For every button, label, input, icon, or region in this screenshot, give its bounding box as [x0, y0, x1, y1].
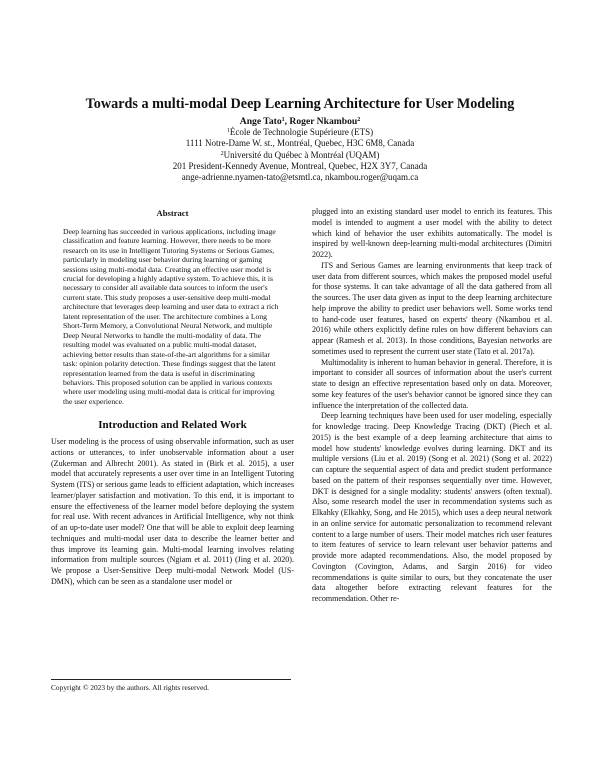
affiliation-2-address: 201 President-Kennedy Avenue, Montreal, Quebec, H2X 3Y7, Canada [172, 160, 428, 171]
abstract-heading: Abstract [156, 208, 189, 218]
affiliation-1-address: 1111 Notre-Dame W. st., Montréal, Quebec, H3C 6M8, Canada [185, 138, 415, 149]
right-paragraph-3: Multimodality is inherent to human behavior in general. Therefore, it is important to consider all sources of information about the user's current state to design an effective representation based only on data. Moreover, some key features of the user's behavior cannot be ignored since they can influence the interpretation of the collected data. [312, 357, 552, 410]
paper-title: Towards a multi-modal Deep Learning Architecture for User Modeling [85, 96, 515, 112]
right-paragraph-4: Deep learning techniques have been used for user modeling, especially for knowledge tracing. Deep Knowledge Tracing (DKT) (Piech et al. 2015) is the best example of a deep learning architecture that aims to model how students' knowledge evolves during learning. DKT and its multiple versions (Liu et al. 2019) (Song et al. 2021) (Song et al. 2022) can capture the sequential aspect of data and predict student performance based on the pattern of their responses sequentially over time. However, DKT is designed for a single modality: students' answers (often textual). Also, some research model the user in recommendation systems such as Elkahky (Elkahky, Song, and He 2015), which uses a deep neural network in an online service for automatic personalization to recommend relevant content to a large number of users. Their model matches rich user features to item features of service to learn relevant user behavior patterns and provide more adapted recommendations. Also, the model proposed by Covington (Covington, Adams, and Sargin 2016) for video recommendations is quite similar to ours, but they concatenate the user data altogether before extracting relevant features for the recommendation. Other re- [312, 411, 552, 603]
author-block [40, 116, 560, 183]
author-1-name: Ange Tato [239, 116, 282, 127]
affiliation-2-name: Université du Québec à Montréal (UQAM) [223, 149, 380, 160]
author-2-name: Roger Nkambou [289, 116, 358, 127]
copyright-notice: Copyright © 2023 by the authors. All rights reserved. [51, 683, 209, 692]
affiliation-2 [40, 150, 560, 161]
right-paragraph-2: ITS and Serious Games are learning environments that keep track of user data from different sources, which makes the proposed model useful for those systems. It can take advantage of all the data gathered from all the sources. The user data given as input to the deep learning architecture help improve the ability to predict user behaviors well. Some works tend to hand-code user features, based on experts' theory (Nkambou et al. 2016) while others explicitly define rules on how different behaviors can appear (Ramesh et al. 2013). In those conditions, Bayesian networks are sometimes used to represent the current user state (Tato et al. 2017a). [312, 260, 552, 356]
footnote-divider [51, 679, 291, 680]
author-separator: , [284, 116, 290, 127]
author-2-affil-mark: 2 [357, 117, 361, 123]
author-emails: ange-adrienne.nyamen-tato@etsmtl.ca, nkambou.roger@uqam.ca [181, 172, 419, 183]
left-column [51, 208, 294, 588]
intro-paragraph-1: User modeling is the process of using observable information, such as user actions or utterances, to infer unobservable information about a user (Zukerman and Albrecht 2001). As stated in (Birk et al. 2015), a user model that accurately represents a user over time in an Intelligent Tutoring System (ITS) or serious game leads to efficient adaptation, which increases learner/player satisfaction and motivation. To this end, it is important to ensure the effectiveness of the learner model before deploying the system for real use. With recent advances in Artificial Intelligence, why not think of an up-to-date user model? One that will be able to exploit deep learning techniques and multi-modal user data to describe the learner better and thus improve its learning gain. Multi-modal learning involves relating information from multiple sources (Ngiam et al. 2011) (Jing et al. 2020). We propose a User-Sensitive Deep multi-modal Network Model (US-DMN), which can be seen as a standalone user model or [51, 437, 294, 586]
affiliation-1 [40, 127, 560, 138]
author-names [40, 116, 560, 127]
affiliation-1-name: École de Technologie Supérieure (ETS) [229, 127, 374, 138]
abstract-text: Deep learning has succeeded in various applications, including image classification and feature learning. However, there needs to be more research on its use in Intelligent Tutoring Systems or Serious Games, particularly in modeling user behavior during learning or gaming sessions using multi-modal data. Creating an effective user model is crucial for developing a highly adaptive system. To achieve this, it is necessary to consider all available data sources to inform the user's current state. This study proposes a user-sensitive deep multi-modal architecture that leverages deep learning and user data to extract a rich latent representation of the user. The architecture combines a Long Short-Term Memory, a Convolutional Neural Network, and multiple Deep Neural Networks to handle the multi-modality of data. The resulting model was evaluated on a public multi-modal dataset, achieving better results than state-of-the-art algorithms for a similar task: opinion polarity detection. These findings suggest that the latent representation learned from the data is useful in discriminating behaviors. This proposed solution can be applied in various contexts where user modeling using multi-modal data is critical for improving the user experience. [63, 226, 279, 406]
intro-heading: Introduction and Related Work [98, 419, 247, 432]
affiliation-2-mark: 2 [220, 150, 224, 157]
author-1-affil-mark: 1 [281, 117, 285, 123]
right-paragraph-1: plugged into an existing standard user model to enrich its features. This model is intended to augment a user model with the ability to detect which kind of behavior the user exhibits automatically. The model is inspired by well-known deep-learning multi-modal architectures (Dimitri 2022). [312, 207, 552, 259]
right-column [312, 207, 552, 605]
affiliation-1-mark: 1 [226, 128, 230, 135]
